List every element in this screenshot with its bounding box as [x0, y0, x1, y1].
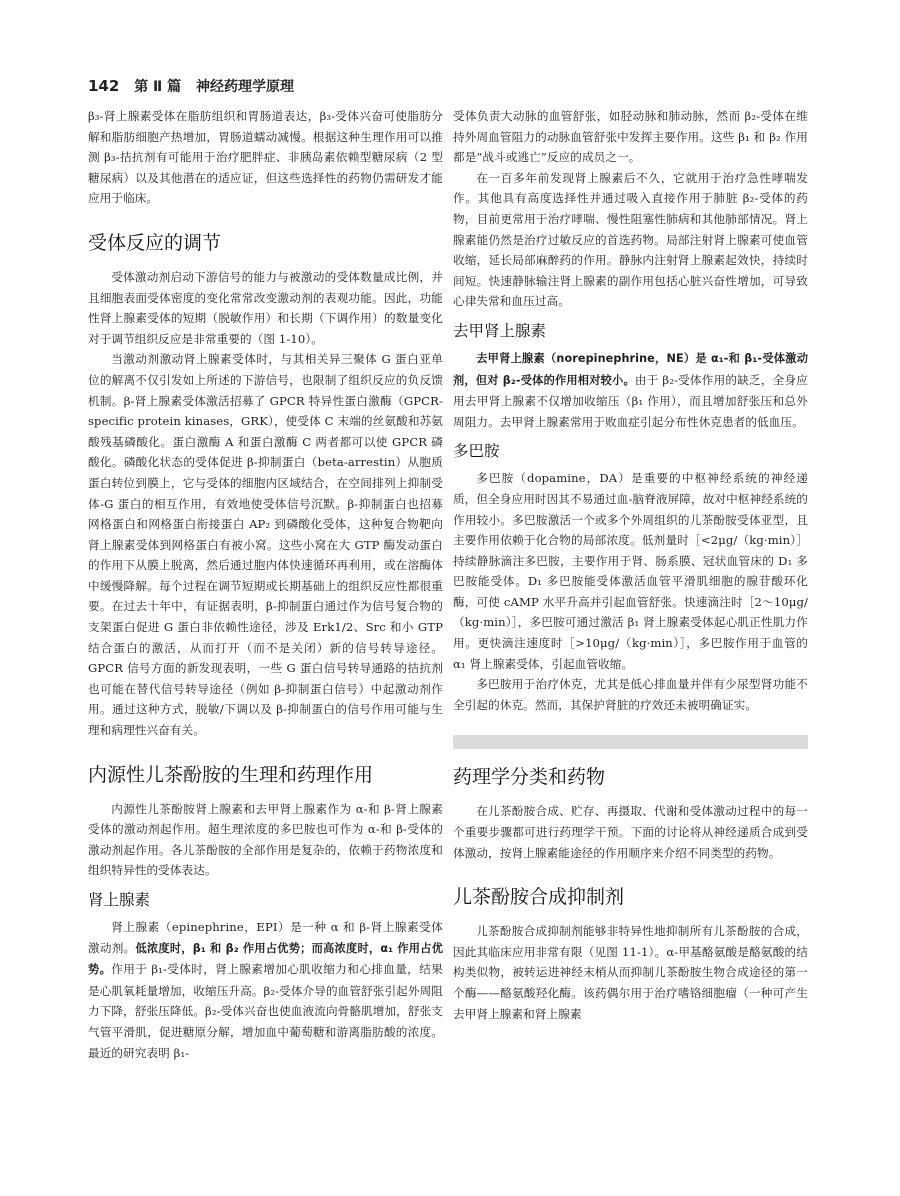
part-label: 第 Ⅱ 篇	[134, 79, 182, 95]
subheading-epinephrine: 肾上腺素	[88, 891, 151, 909]
page-header	[88, 76, 294, 96]
paragraph: 在一百多年前发现肾上腺素后不久，它就用于治疗急性哮喘发作。其他具有高度选择性并通过吸入直接作用于肺脏 β₂-受体的药物，目前更常用于治疗哮喘、慢性阻塞性肺病和其他肺部情况。肾上腺素能仍然是治疗过敏反应的首选药物。局部注射肾上腺素可使血管收缩，延长局部麻醉药的作用。静脉内注射肾上腺素起效快，持续时间短。快速静脉输注肾上腺素的副作用包括心脏兴奋性增加，可导致心律失常和血压过高。	[453, 170, 808, 309]
section-heading-receptor-regulation: 受体反应的调节	[88, 231, 222, 254]
paragraph: 当激动剂激动肾上腺素受体时，与其相关异三聚体 G 蛋白亚单位的解离不仅引发如上所述的下游信号，也限制了组织反应的负反馈机制。β-肾上腺素受体激活招募了 GPCR 特异性蛋白激酶（GPCR-specific protein kinases，GRK），使受体 C 末端的丝氨酸和苏氨酸残基磷酸化。蛋白激酶 A 和蛋白激酶 C 两者都可以使 GPCR 磷酸化。磷酸化状态的受体促进 β-抑制蛋白（beta-arrestin）从胞质蛋白转位到膜上，它与受体的细胞内区域结合，在空间排列上抑制受体-G 蛋白的相互作用，有效地使受体信号沉默。β-抑制蛋白也招募网格蛋白和网格蛋白衔接蛋白 AP₂ 到磷酸化受体，这种复合物靶向肾上腺素受体到网格蛋白有被小窝。这些小窝在大 GTP 酶发动蛋白的作用下从膜上脱离，然后通过胞内体快速循环再利用，或在溶酶体中缓慢降解。每个过程在调节短期或长期基础上的组织反应性都很重要。在过去十年中，有证据表明，β-抑制蛋白通过作为信号复合物的支架蛋白促进 G 蛋白非依赖性途径，涉及 Erk1/2、Src 和小 GTP 结合蛋白的激活，从而打开（而不是关闭）新的信号转导途径。GPCR 信号方面的新发现表明，一些 G 蛋白信号转导通路的拮抗剂也可能在替代信号转导途径（例如 β-抑制蛋白信号）中起激动剂作用。通过这种方式，脱敏/下调以及 β-抑制蛋白的信号作用可能与生理和病理性兴奋有关。	[88, 352, 443, 738]
text-run: 肾上腺素（epinephrine，EPI）是一种 α 和 β-肾上腺素受体激动剂。	[88, 920, 443, 955]
section-heading-endogenous-catecholamines: 内源性儿茶酚胺的生理和药理作用	[88, 763, 374, 786]
paragraph: 内源性儿茶酚胺肾上腺素和去甲肾上腺素作为 α-和 β-肾上腺素受体的激动剂起作用。超生理浓度的多巴胺也可作为 α-和 β-受体的激动剂起作用。各儿茶酚胺的全部作用是复杂的，依赖于药物浓度和组织特异性的受体表达。	[88, 801, 443, 878]
paragraph: β₃-肾上腺素受体在脂肪组织和胃肠道表达，β₃-受体兴奋可使脂肪分解和脂肪细胞产热增加，胃肠道蠕动减慢。根据这种生理作用可以推测 β₃-拮抗剂有可能用于治疗肥胖症、非胰岛素依赖型糖尿病（2 型糖尿病）以及其他潜在的适应证，但这些选择性的药物仍需研发才能应用于临床。	[88, 109, 443, 206]
left-column	[88, 106, 443, 1063]
right-column	[453, 106, 808, 1024]
page-number: 142	[88, 77, 120, 95]
paragraph: 多巴胺（dopamine，DA）是重要的中枢神经系统的神经递质，但全身应用时因其不易通过血-脑脊液屏障，故对中枢神经系统的作用较小。多巴胺激活一个或多个外周组织的儿茶酚胺受体亚型，且主要作用依赖于化合物的局部浓度。低剂量时［<2μg/（kg·min）］持续静脉滴注多巴胺，主要作用于肾、肠系膜、冠状血管床的 D₁ 多巴胺能受体。D₁ 多巴胺能受体激活血管平滑肌细胞的腺苷酸环化酶，可使 cAMP 水平升高并引起血管舒张。快速滴注时［2～10μg/（kg·min）］，多巴胺可通过激活 β₁ 肾上腺素受体起心肌正性肌力作用。更快滴注速度时［>10μg/（kg·min）］，多巴胺作用于血管的 α₁ 肾上腺素受体，引起血管收缩。	[453, 471, 808, 671]
paragraph: 儿茶酚胺合成抑制剂能够非特异性地抑制所有儿茶酚胺的合成，因此其临床应用非常有限（见图 11-1）。α-甲基酪氨酸是酪氨酸的结构类似物，被转运进神经末梢从而抑制儿茶酚胺生物合成途径的第一个酶——酪氨酸羟化酶。该药偶尔用于治疗嗜铬细胞瘤（一种可产生去甲肾上腺素和肾上腺素	[453, 924, 808, 1021]
bold-text-run: 去甲肾上腺素（norepinephrine，NE）是 α₁-和 β₁-受体激动剂，但对 β₂-受体的作用相对较小。	[453, 351, 808, 387]
section-divider-bar	[453, 735, 808, 749]
paragraph: 受体负责大动脉的血管舒张，如胫动脉和肺动脉，然而 β₂-受体在维持外周血管阻力的动脉血管舒张中发挥主要作用。这些 β₁ 和 β₂ 作用都是“战斗或逃亡”反应的成员之一。	[453, 109, 808, 165]
part-title: 神经药理学原理	[196, 79, 295, 95]
paragraph: 在儿茶酚胺合成、贮存、再摄取、代谢和受体激动过程中的每一个重要步骤都可进行药理学干预。下面的讨论将从神经递质合成到受体激动，按肾上腺素能途径的作用顺序来介绍不同类型的药物。	[453, 804, 808, 860]
paragraph: 受体激动剂启动下游信号的能力与被激动的受体数量成比例，并且细胞表面受体密度的变化常常改变激动剂的表观功能。因此，功能性肾上腺素受体的短期（脱敏作用）和长期（下调作用）的数量变化对于调节组织反应是非常重要的（图 1-10）。	[88, 269, 443, 346]
text-run: 作用于 β₁-受体时，肾上腺素增加心肌收缩力和心排血量，结果是心肌氧耗量增加，收缩压升高。β₂-受体介导的血管舒张引起外周阻力下降，舒张压降低。β₂-受体兴奋也使血液流向骨骼肌增加，舒张支气管平滑肌，促进糖原分解，增加血中葡萄糖和游离脂肪酸的浓度。最近的研究表明 β₁-	[88, 962, 443, 1060]
text-run: 由于 β₂-受体作用的缺乏，全身应用去甲肾上腺素不仅增加收缩压（β₁ 作用），而且增加舒张压和总外周阻力。去甲肾上腺素常用于败血症引起分布性休克患者的低血压。	[453, 372, 808, 429]
section-heading-pharmacology-classes: 药理学分类和药物	[453, 766, 606, 789]
subheading-dopamine: 多巴胺	[453, 442, 500, 461]
bold-text-run: 低浓度时，β₁ 和 β₂ 作用占优势；而高浓度时，α₁ 作用占优势。	[88, 941, 443, 977]
section-heading-synthesis-inhibitors: 儿茶酚胺合成抑制剂	[453, 886, 625, 909]
paragraph: 多巴胺用于治疗休克，尤其是低心排血量并伴有少尿型肾功能不全引起的休克。然而，其保护肾脏的疗效还未被明确证实。	[453, 677, 808, 712]
paragraph	[88, 917, 443, 1063]
paragraph	[453, 348, 808, 432]
subheading-norepinephrine: 去甲肾上腺素	[453, 321, 547, 340]
